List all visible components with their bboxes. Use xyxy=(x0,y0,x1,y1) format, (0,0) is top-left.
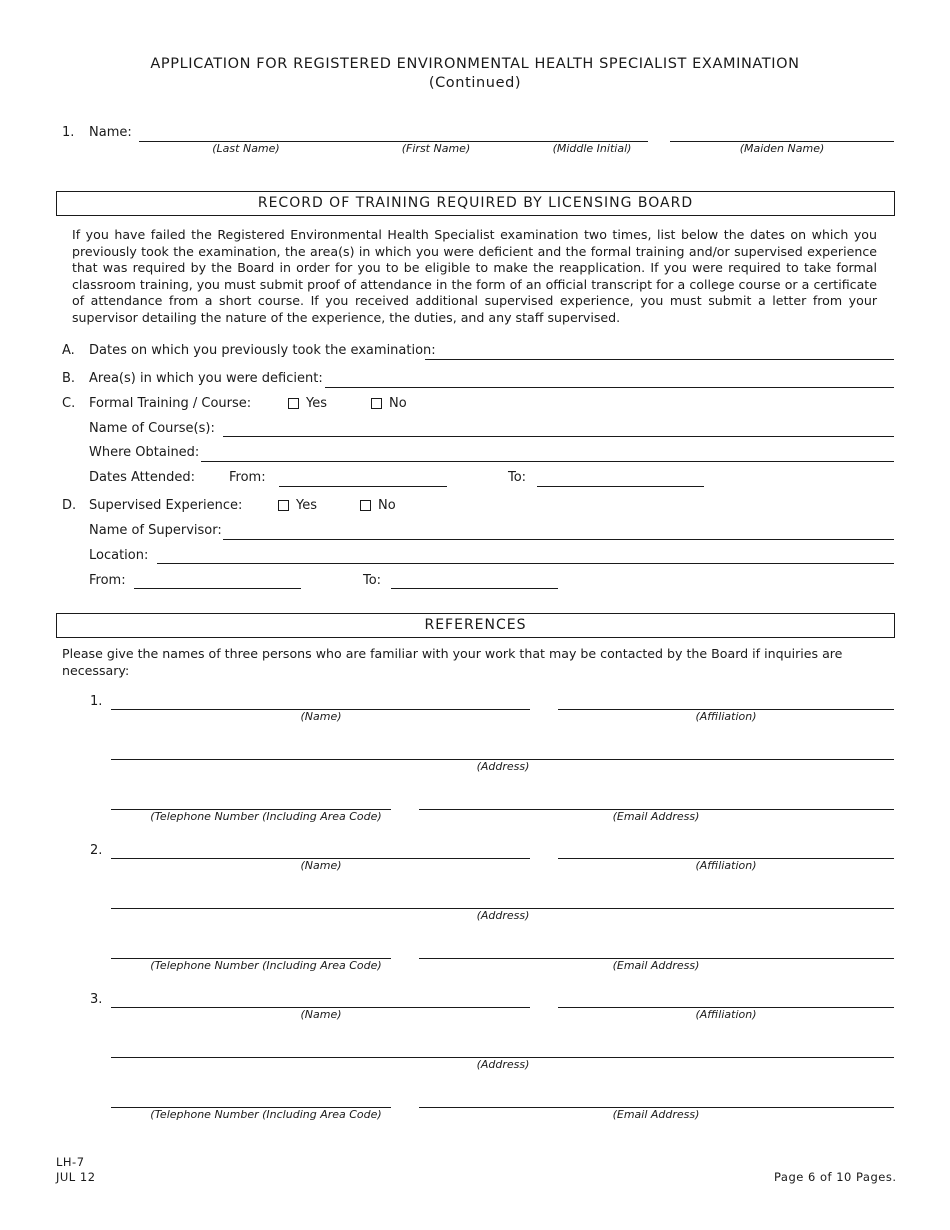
where-obtained-line[interactable] xyxy=(201,461,894,462)
dates-attended-label: Dates Attended: xyxy=(89,470,195,485)
location-line[interactable] xyxy=(157,563,894,564)
maiden-name-caption: (Maiden Name) xyxy=(739,142,825,155)
reference-1-affiliation-caption: (Affiliation) xyxy=(695,710,757,723)
supervised-yes-label: Yes xyxy=(296,498,317,513)
previous-exam-dates-line[interactable] xyxy=(425,359,894,360)
deficient-areas-line[interactable] xyxy=(325,387,894,388)
course-name-label: Name of Course(s): xyxy=(89,421,215,436)
deficient-areas-label: Area(s) in which you were deficient: xyxy=(89,371,323,386)
item-d-letter: D. xyxy=(62,498,77,513)
supervised-from-line[interactable] xyxy=(134,588,301,589)
item-b-letter: B. xyxy=(62,371,76,386)
reference-3-number: 3. xyxy=(90,992,103,1007)
item-a-letter: A. xyxy=(62,343,75,358)
reference-1-number: 1. xyxy=(90,694,103,709)
form-date: JUL 12 xyxy=(56,1170,96,1184)
name-number: 1. xyxy=(62,125,75,140)
supervised-no-checkbox[interactable] xyxy=(360,500,371,511)
middle-initial-caption: (Middle Initial) xyxy=(552,142,632,155)
supervisor-name-label: Name of Supervisor: xyxy=(89,523,222,538)
supervised-yes-checkbox[interactable] xyxy=(278,500,289,511)
references-heading: REFERENCES xyxy=(56,613,895,638)
reference-3-name-caption: (Name) xyxy=(300,1008,342,1021)
training-instructions: If you have failed the Registered Environmental Health Specialist examination two times, list below the dates on which you previously took the examination, the area(s) in which you were deficient and the formal training and/or supervised experience that was required by the Board in order for you to be eligible to make the reapplication. If you were required to take formal classroom training, you must submit proof of attendance in the form of an official transcript for a college course or a certificate of attendance from a short course. If you received additional supervised experience, you must submit a letter from your supervisor detailing the nature of the experience, the duties, and any staff supervised. xyxy=(72,227,877,325)
reference-2-name-caption: (Name) xyxy=(300,859,342,872)
form-subtitle: (Continued) xyxy=(428,75,522,91)
supervisor-name-line[interactable] xyxy=(223,539,894,540)
course-from-line[interactable] xyxy=(279,486,447,487)
supervised-from-label: From: xyxy=(89,573,126,588)
item-c-letter: C. xyxy=(62,396,76,411)
name-label: Name: xyxy=(89,125,132,140)
location-label: Location: xyxy=(89,548,149,563)
formal-training-no-checkbox[interactable] xyxy=(371,398,382,409)
reference-2-phone-caption: (Telephone Number (Including Area Code) xyxy=(150,959,382,972)
previous-exam-dates-label: Dates on which you previously took the examination: xyxy=(89,343,436,358)
supervised-to-label: To: xyxy=(363,573,382,588)
reference-1-email-caption: (Email Address) xyxy=(612,810,700,823)
references-instructions: Please give the names of three persons who are familiar with your work that may be contacted by the Board if inquiries are necessary: xyxy=(62,646,843,678)
first-name-caption: (First Name) xyxy=(401,142,471,155)
reference-3-affiliation-caption: (Affiliation) xyxy=(695,1008,757,1021)
formal-training-label: Formal Training / Course: xyxy=(89,396,252,411)
reference-3-phone-caption: (Telephone Number (Including Area Code) xyxy=(150,1108,382,1121)
supervised-to-line[interactable] xyxy=(391,588,558,589)
formal-training-yes-label: Yes xyxy=(306,396,327,411)
supervised-experience-label: Supervised Experience: xyxy=(89,498,243,513)
reference-1-address-caption: (Address) xyxy=(476,760,530,773)
reference-1-phone-caption: (Telephone Number (Including Area Code) xyxy=(150,810,382,823)
course-to-line[interactable] xyxy=(537,486,704,487)
formal-training-yes-checkbox[interactable] xyxy=(288,398,299,409)
reference-3-email-caption: (Email Address) xyxy=(612,1108,700,1121)
form-title: APPLICATION FOR REGISTERED ENVIRONMENTAL HEALTH SPECIALIST EXAMINATION xyxy=(150,56,800,72)
reference-2-number: 2. xyxy=(90,843,103,858)
reference-2-email-caption: (Email Address) xyxy=(612,959,700,972)
page-number: Page 6 of 10 Pages. xyxy=(774,1170,897,1184)
course-to-label: To: xyxy=(508,470,527,485)
formal-training-no-label: No xyxy=(389,396,407,411)
last-name-caption: (Last Name) xyxy=(212,142,280,155)
training-heading: RECORD OF TRAINING REQUIRED BY LICENSING BOARD xyxy=(56,191,895,216)
course-name-line[interactable] xyxy=(223,436,894,437)
reference-3-address-caption: (Address) xyxy=(476,1058,530,1071)
where-obtained-label: Where Obtained: xyxy=(89,445,200,460)
reference-1-name-caption: (Name) xyxy=(300,710,342,723)
reference-2-address-caption: (Address) xyxy=(476,909,530,922)
form-id: LH-7 xyxy=(56,1155,85,1169)
course-from-label: From: xyxy=(229,470,266,485)
supervised-no-label: No xyxy=(378,498,396,513)
reference-2-affiliation-caption: (Affiliation) xyxy=(695,859,757,872)
